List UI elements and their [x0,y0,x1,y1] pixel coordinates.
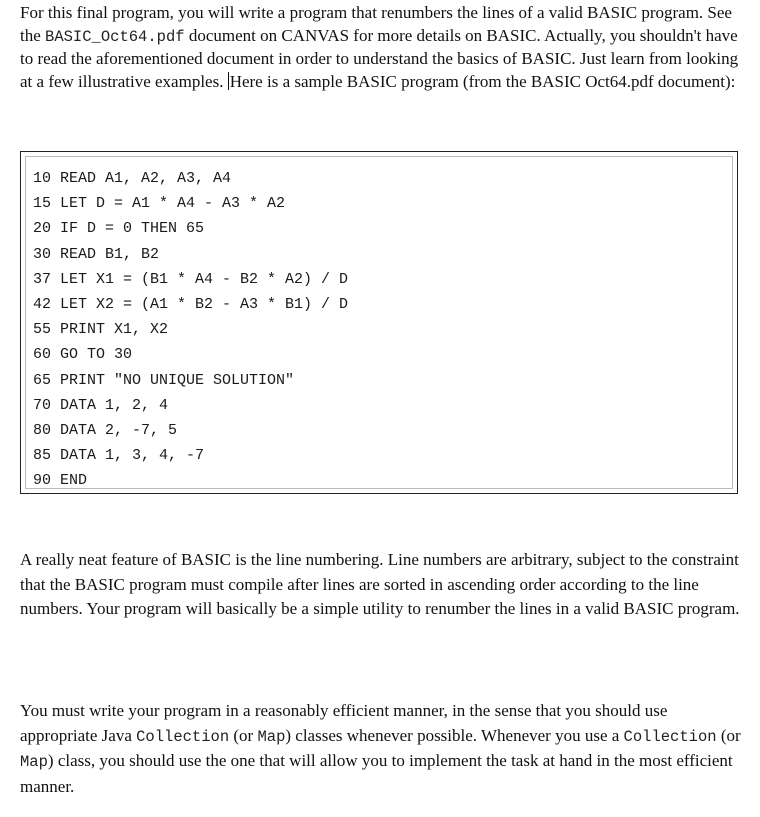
intro-text-1: For this final program, you will write a program that renumbers the lines of a valid BASIC program. See the [20,3,732,45]
code-line: 90 END [33,472,88,490]
efficiency-text-3: ) classes whenever possible. Whenever you use a [285,725,624,745]
code-line: 15 LET D = A1 * A4 - A3 * A2 [33,195,286,213]
code-sample-inner-frame [25,156,733,489]
map-code: Map [20,753,48,771]
code-line: 60 GO TO 30 [33,346,133,364]
efficiency-text-1: You must write your program in a reasonably efficient manner, in the sense that you should use appropriate Java [20,701,668,745]
code-line: 20 IF D = 0 THEN 65 [33,220,205,238]
code-line: 37 LET X1 = (B1 * A4 - B2 * A2) / D [33,270,349,288]
map-code: Map [257,727,286,746]
code-line: 70 DATA 1, 2, 4 [33,396,169,414]
code-line: 10 READ A1, A2, A3, A4 [33,170,232,187]
code-sample-box [20,151,738,494]
code-line: 55 PRINT X1, X2 [33,321,169,339]
intro-text-2: document on CANVAS for more details on BASIC. Actually, you shouldn't have to read the aforementioned document in order to understand the basics of BASIC. Just learn from looking at a few illustrative examples. [20,25,739,91]
intro-paragraph [20,2,745,93]
code-listing [33,166,348,493]
code-line: 42 LET X2 = (A1 * B2 - A3 * B1) / D [33,295,349,313]
collection-code: Collection [623,727,717,746]
feature-paragraph: A really neat feature of BASIC is the line numbering. Line numbers are arbitrary, subject to the constraint that the BASIC program must compile after lines are sorted in ascending order according to the line numbers. Your program will basically be a simple utility to renumber the lines in a valid BASIC program. [20,550,740,618]
filename-code: BASIC_Oct64.pdf [45,27,185,46]
code-line: 80 DATA 2, -7, 5 [33,421,178,439]
efficiency-text-5: ) class, you should use the one that will allow you to implement the task at hand in the most efficient manner. [20,751,733,796]
collection-code: Collection [136,727,230,746]
code-line: 85 DATA 1, 3, 4, -7 [33,447,205,465]
intro-text-3: Here is a sample BASIC program (from the BASIC Oct64.pdf document): [229,71,736,91]
code-line: 30 READ B1, B2 [33,245,160,263]
efficiency-text-2: (or [229,725,258,745]
efficiency-text-4: (or [716,725,741,745]
code-line: 65 PRINT "NO UNIQUE SOLUTION" [33,371,295,389]
text-cursor [228,72,229,90]
efficiency-paragraph [20,699,745,799]
